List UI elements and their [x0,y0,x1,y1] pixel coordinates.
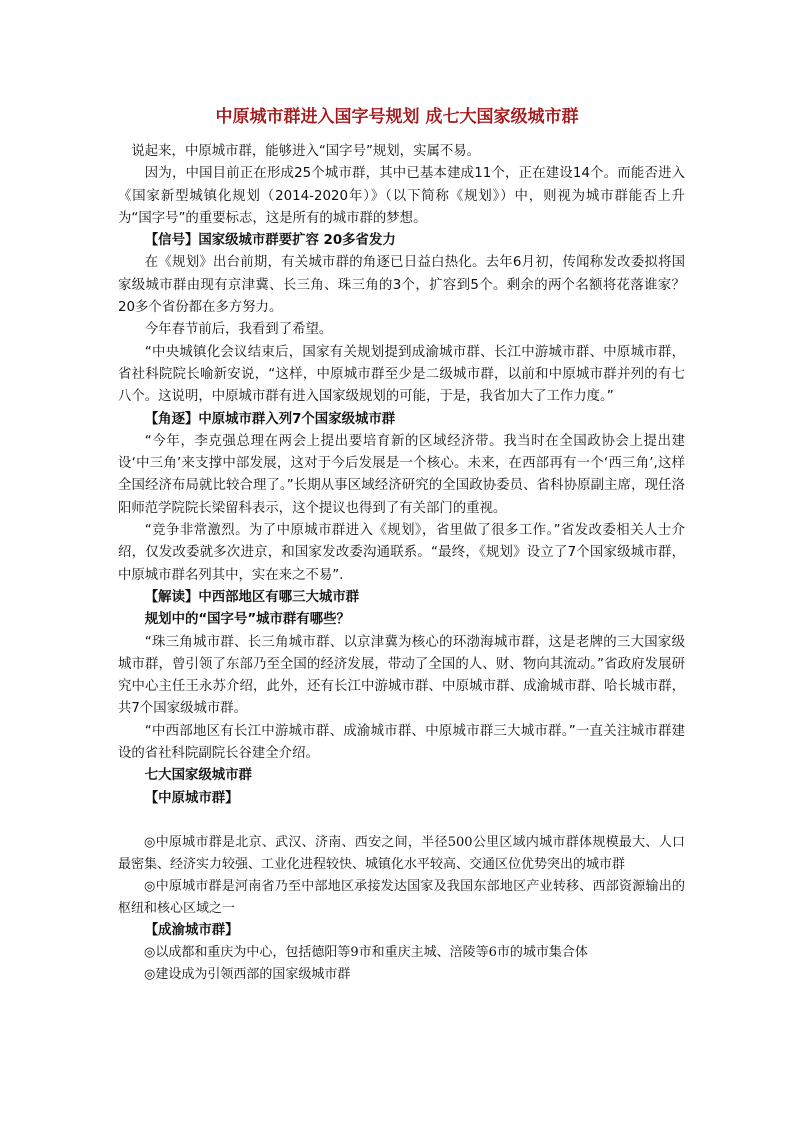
intro-paragraph: 说起来，中原城市群，能够进入“国字号”规划，实属不易。 [131,144,481,159]
paragraph-8: “中西部地区有长江中游城市群、成渝城市群、中原城市群三大城市群。”一直关注城市群建设的省社科院副院长谷建全介绍。 [118,723,685,762]
paragraph-5: “今年，李克强总理在两会上提出要培育新的区域经济带。我当时在全国政协会上提出建设‘中三角’来支撑中部发展，这对于今后发展是一个核心。未来，在西部再有一个‘西三角’,这样全国经济布局就比较合理了。”长期从事区域经济研究的全国政协委员、省科协原副主席，现任洛阳师范学院院长梁留科表示，这个提议也得到了有关部门的重视。 [118,433,685,516]
section-heading-interpretation: 【解读】中西部地区有哪三大城市群 [144,589,360,605]
paragraph-7: “珠三角城市群、长三角城市群、以京津冀为核心的环渤海城市群，这是老牌的三大国家级城市群，曾引领了东部乃至全国的经济发展，带动了全国的人、财、物向其流动。”省政府发展研究中心主任王永苏介绍，此外，还有长江中游城市群、中原城市群、成渝城市群、哈长城市群，共7个国家级城市群。 [118,634,685,717]
section-heading-chengyu: 【成渝城市群】 [144,922,239,938]
paragraph-1: 因为，中国目前正在形成25个城市群，其中已基本建成11个，正在建设14个。而能否进入《国家新型城镇化规划（2014-2020年）》（以下简称《规划》）中，则视为城市群能否上升为“国字号”的重要标志，这是所有的城市群的梦想。 [118,166,685,226]
section-heading-signal: 【信号】国家级城市群要扩容 20多省发力 [144,233,396,249]
chengyu-point-2: ◎建设成为引领西部的国家级城市群 [144,967,351,983]
paragraph-3: 今年春节前后，我看到了希望。 [144,322,333,338]
zhongyuan-point-1: ◎中原城市群是北京、武汉、济南、西安之间，半径500公里区域内城市群体规模最大、人口最密集、经济实力较强、工业化进程较快、城镇化水平较高、交通区位优势突出的城市群 [118,834,685,872]
section-heading-competition: 【角逐】中原城市群入列7个国家级城市群 [144,411,396,427]
paragraph-4: “中央城镇化会议结束后，国家有关规划提到成渝城市群、长江中游城市群、中原城市群，省社科院院长喻新安说，“这样，中原城市群至少是二级城市群，以前和中原城市群并列的有七八个。这说明，中原城市群有进入国家级规划的可能，于是，我省加大了工作力度。” [118,344,685,405]
paragraph-6: “竞争非常激烈。为了中原城市群进入《规划》，省里做了很多工作。”省发改委相关人士介绍，仅发改委就多次进京，和国家发改委沟通联系。“最终，《规划》设立了7个国家级城市群，中原城市群名列其中，实在来之不易”. [118,523,685,583]
section-heading-zhongyuan: 【中原城市群】 [144,790,239,806]
blank-line [118,810,685,832]
section-heading-seven-groups: 七大国家级城市群 [144,768,252,784]
paragraph-2: 在《规划》出台前期，有关城市群的角逐已日益白热化。去年6月初，传闻称发改委拟将国家级城市群由现有京津冀、长三角、珠三角的3个，扩容到5个。剩余的两个名额将花落谁家？20多个省份都在多方努力。 [118,255,685,316]
document-body [118,141,685,986]
sub-heading-question: 规划中的“国字号”城市群有哪些？ [144,612,350,628]
chengyu-point-1: ◎以成都和重庆为中心，包括德阳等9市和重庆主城、涪陵等6市的城市集合体 [144,945,588,961]
document-title: 中原城市群进入国字号规划 成七大国家级城市群 [215,107,579,127]
zhongyuan-point-2: ◎中原城市群是河南省乃至中部地区承接发达国家及我国东部地区产业转移、西部资源输出的枢纽和核心区域之一 [118,878,685,916]
